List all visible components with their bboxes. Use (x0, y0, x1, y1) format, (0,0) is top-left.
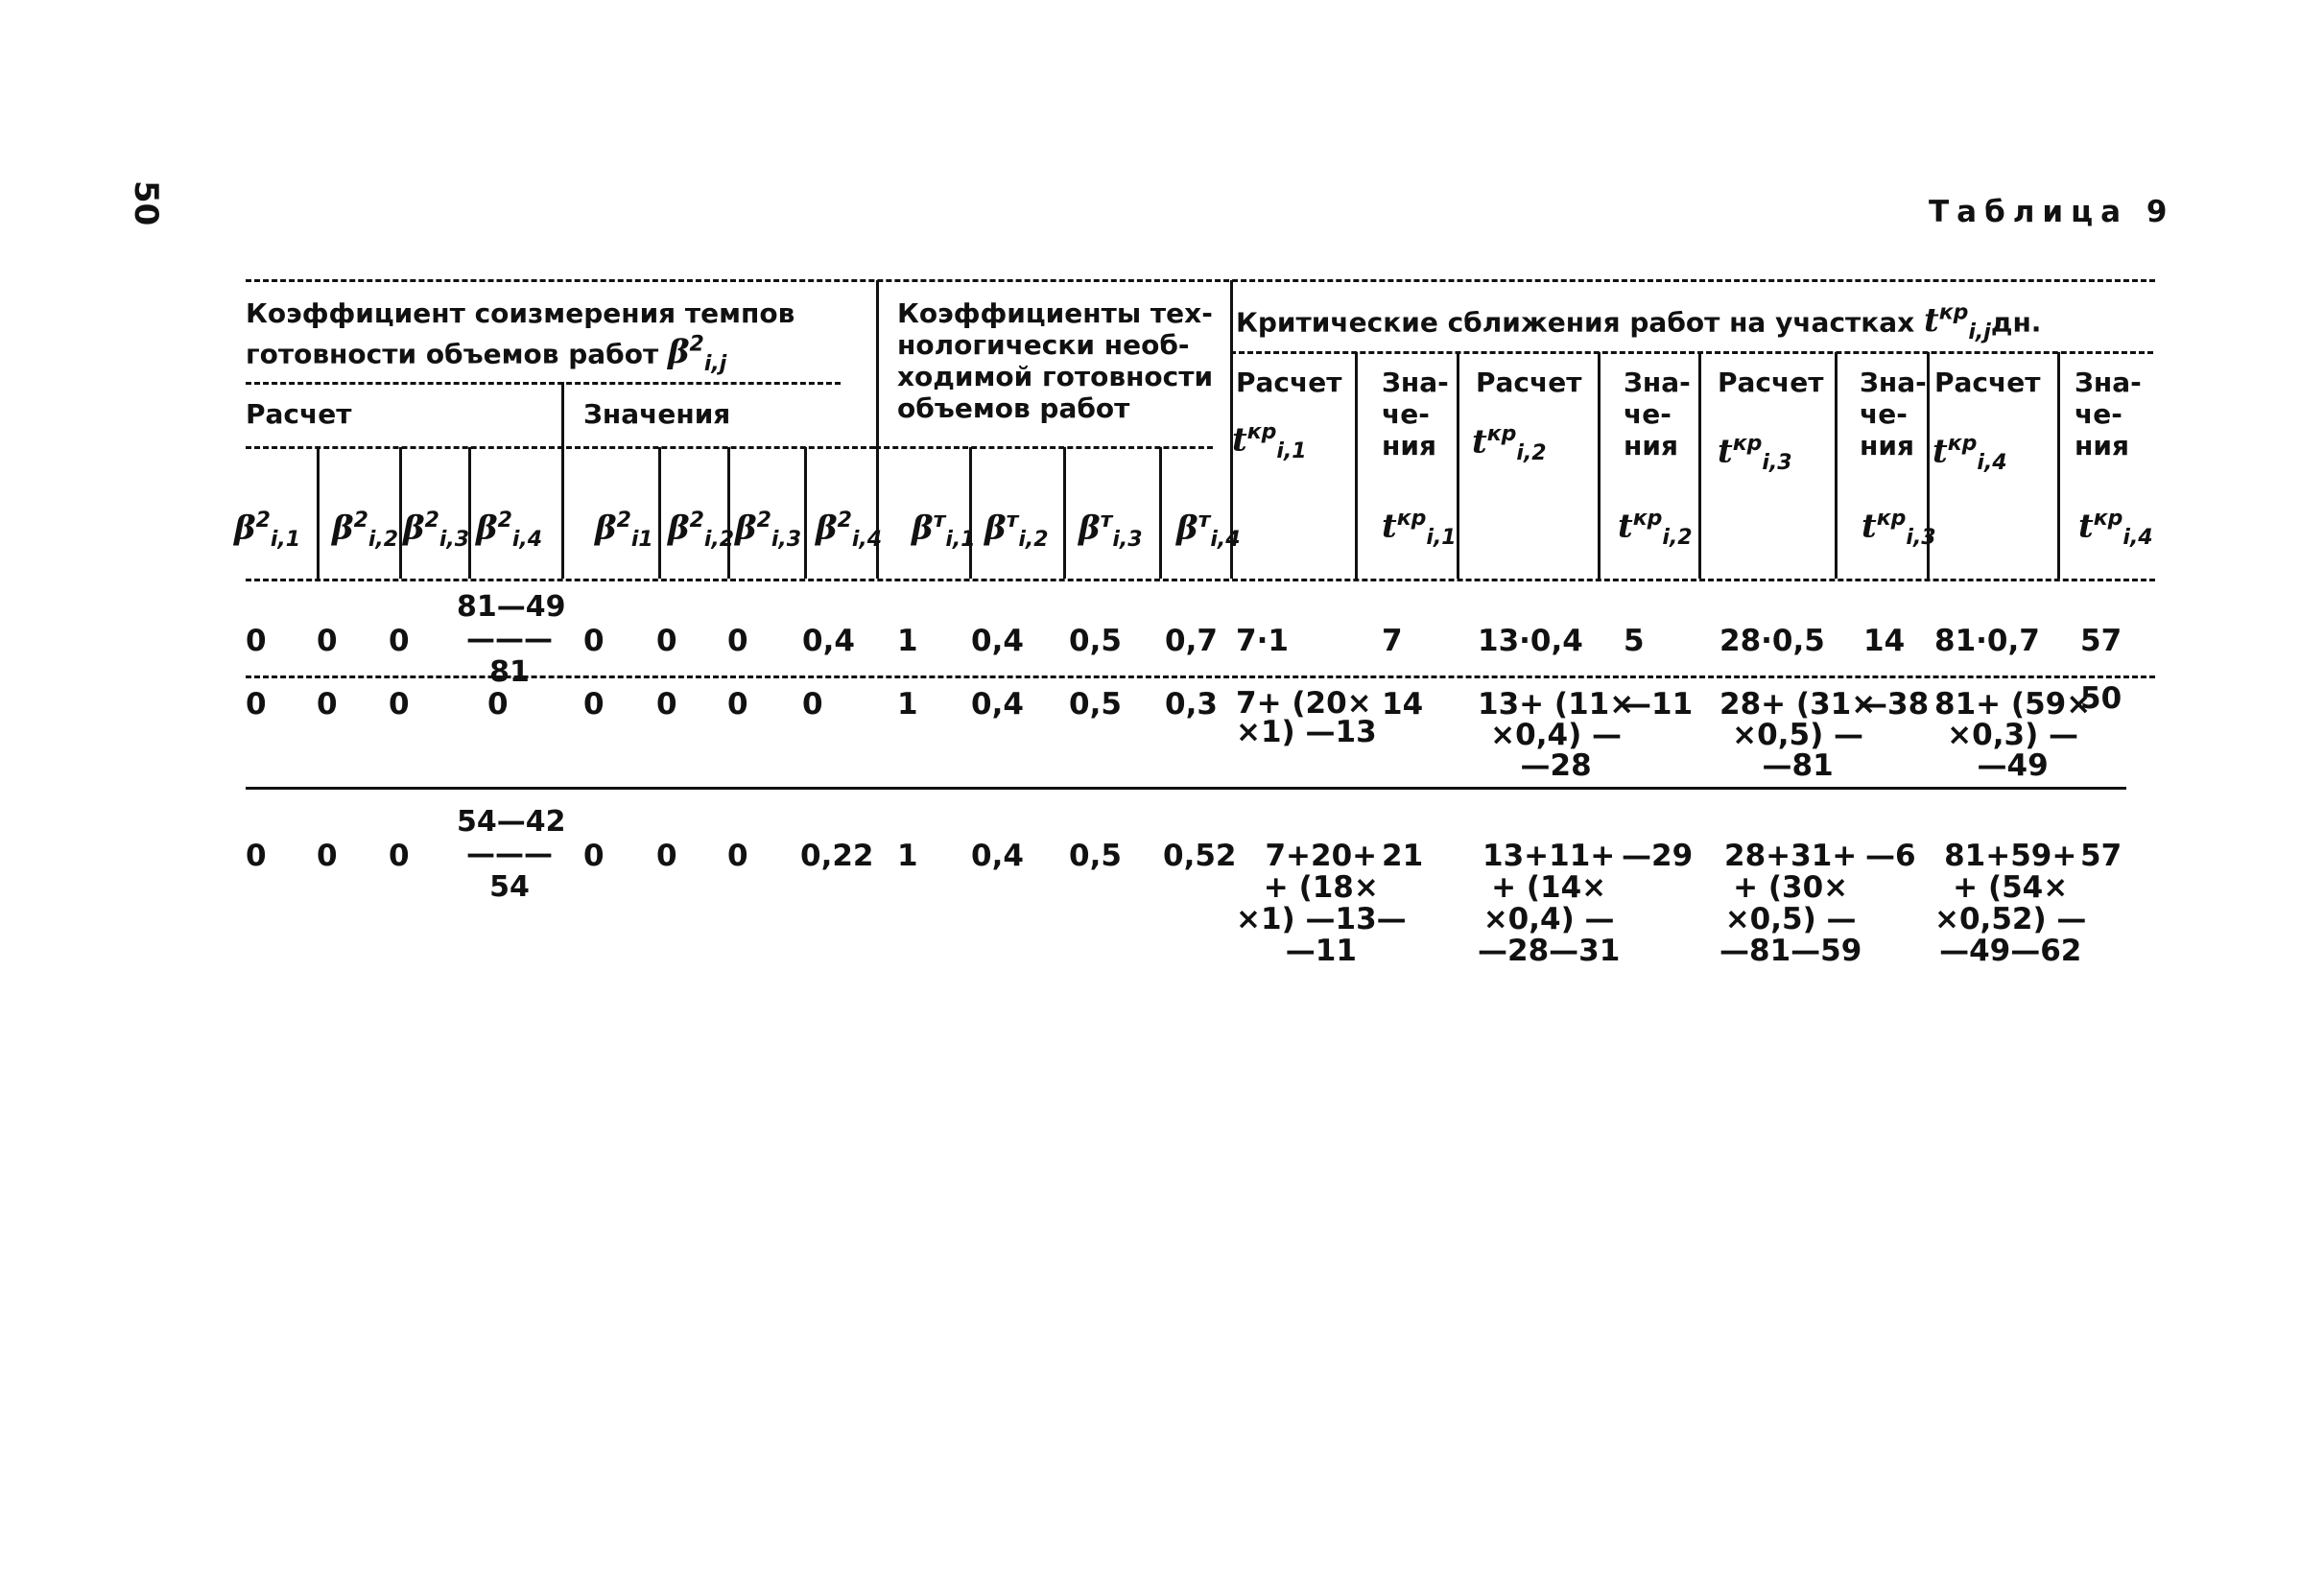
r2-t2-line3: —28 (1520, 748, 1592, 783)
r2-t1-line1: 7+ (20× (1236, 686, 1372, 721)
r1-bt2: 0,4 (971, 624, 1024, 658)
col-beta2-i1-base: β (234, 509, 256, 548)
r2-b22: 0 (317, 687, 338, 722)
header-values-4-line1: Зна- (2075, 367, 2142, 398)
header-group-coefficient-line2-text: готовности объемов работ (246, 338, 659, 370)
col-betaT-i3-sub: i,3 (1112, 528, 1143, 553)
col-t-value-2 (1618, 507, 1693, 550)
r3-v3: —6 (1865, 839, 1916, 873)
r3-b21: 0 (246, 839, 267, 873)
r2-v24: 0 (802, 687, 823, 722)
r3-b24-fraction (457, 805, 566, 904)
r1-b22: 0 (317, 624, 338, 658)
col-t-value-1 (1382, 507, 1457, 550)
header-values-3-line2: че- (1860, 398, 1908, 430)
header-group-coefficient (246, 297, 794, 380)
r2-t1 (1236, 686, 1377, 749)
r3-v22: 0 (656, 839, 677, 873)
r3-t3-line4: —81—59 (1719, 934, 1862, 968)
r1-t1: 7·1 (1236, 624, 1289, 658)
r2-bt4: 0,3 (1165, 687, 1218, 722)
t-ij-symbol (1923, 301, 1991, 345)
r3-bt2: 0,4 (971, 839, 1024, 873)
r3-t4 (1934, 841, 2086, 967)
header-values-1-line2: че- (1382, 398, 1430, 430)
col-beta2-i2-sup: 2 (353, 509, 368, 533)
r3-bt3: 0,5 (1069, 839, 1122, 873)
r1-v21: 0 (583, 624, 605, 658)
r2-t4-line2: ×0,3) — (1947, 718, 2079, 752)
header-group-coefficient-line2 (246, 329, 794, 380)
beta-ij-sup: 2 (689, 333, 704, 357)
col-t-calc-4-base: t (1933, 432, 1948, 471)
col-beta2-i2-base: β (332, 509, 354, 548)
col-t-value-3-sub: i,3 (1906, 526, 1936, 551)
col-t-calc-4-sub: i,4 (1977, 451, 2007, 476)
header-values-2 (1624, 367, 1691, 462)
col-t-value-4-base: t (2078, 507, 2094, 546)
r3-t1-line4: —11 (1285, 934, 1357, 968)
header-group-tech-line4: объемов работ (897, 392, 1130, 424)
header-values-4-line2: че- (2075, 398, 2122, 430)
col-betaT-i1 (912, 509, 976, 552)
col-t-calc-1-base: t (1232, 420, 1247, 460)
header-values-1-line1: Зна- (1382, 367, 1449, 398)
r2-v23: 0 (727, 687, 748, 722)
col-beta2-i1-sup: 2 (255, 509, 271, 533)
col-beta2-i3 (403, 509, 469, 552)
col-beta2-value-i2-sub: i,2 (703, 528, 735, 553)
header-values-3-line1: Зна- (1860, 367, 1927, 398)
header-values-2-line3: ния (1624, 430, 1678, 462)
header-calc-1: Расчет (1236, 367, 1342, 398)
col-beta2-value-i4-sub: i,4 (851, 528, 883, 553)
header-calc: Расчет (246, 398, 352, 430)
col-t-value-3 (1862, 507, 1936, 550)
col-betaT-i4 (1176, 509, 1241, 552)
r2-v21: 0 (583, 687, 605, 722)
r1-t4: 81·0,7 (1934, 624, 2040, 658)
r2-v2: —11 (1622, 687, 1694, 722)
col-betaT-i3 (1079, 509, 1143, 552)
header-calc-3: Расчет (1718, 367, 1824, 398)
t-ij-unit: дн. (1990, 306, 2042, 339)
col-t-calc-2-sub: i,2 (1516, 441, 1547, 466)
header-values-2-line2: че- (1624, 398, 1672, 430)
r3-t4-line3: ×0,52) — (1934, 902, 2087, 936)
t-ij-sup: кр (1938, 301, 1969, 325)
col-t-calc-1 (1232, 420, 1307, 463)
r2-v1: 14 (1382, 687, 1424, 722)
r1-v23: 0 (727, 624, 748, 658)
r1-bt3: 0,5 (1069, 624, 1122, 658)
col-t-value-2-sub: i,2 (1662, 526, 1693, 551)
col-beta2-value-i1-sup: 2 (616, 509, 631, 533)
r1-b24-den: 81 (489, 655, 530, 689)
r3-v4: 57 (2080, 839, 2122, 873)
r3-t3-line2: + (30× (1733, 870, 1849, 905)
col-beta2-i1-sub: i,1 (270, 528, 301, 553)
r3-t2-line2: + (14× (1491, 870, 1607, 905)
r3-t2-line3: ×0,4) — (1482, 902, 1615, 936)
col-t-value-4-sub: i,4 (2122, 526, 2153, 551)
r3-t2-line4: —28—31 (1478, 934, 1621, 968)
col-beta2-i2 (332, 509, 398, 552)
col-t-value-1-sup: кр (1396, 507, 1427, 531)
col-beta2-value-i3-sup: 2 (756, 509, 771, 533)
r1-v4: 57 (2080, 624, 2122, 658)
col-t-calc-2-sup: кр (1486, 422, 1517, 446)
header-group-tech-line1: Коэффициенты тех- (897, 297, 1213, 329)
col-betaT-i1-sup: т (933, 509, 946, 533)
header-values-3-line3: ния (1860, 430, 1914, 462)
col-t-value-4-sup: кр (2093, 507, 2123, 531)
col-beta2-value-i3 (735, 509, 801, 552)
r1-bt4: 0,7 (1165, 624, 1218, 658)
col-t-value-4 (2078, 507, 2153, 550)
col-t-value-3-sup: кр (1876, 507, 1907, 531)
r3-b24-num: 54—42 (457, 805, 566, 839)
table-caption: Таблица 9 (1929, 195, 2175, 229)
col-beta2-value-i4-base: β (816, 509, 838, 548)
col-beta2-value-i2-base: β (668, 509, 690, 548)
col-beta2-i4-sub: i,4 (511, 528, 543, 553)
col-betaT-i1-base: β (912, 509, 934, 548)
r3-b24-den: 54 (489, 870, 530, 904)
r3-t4-line2: + (54× (1953, 870, 2069, 905)
r2-v3: —38 (1858, 687, 1930, 722)
header-values-4 (2075, 367, 2142, 462)
col-beta2-i3-sub: i,3 (439, 528, 470, 553)
col-betaT-i2-base: β (984, 509, 1007, 548)
r3-t4-line4: —49—62 (1939, 934, 2082, 968)
r2-b23: 0 (389, 687, 410, 722)
r1-v3: 14 (1863, 624, 1906, 658)
r2-t3 (1719, 689, 1876, 781)
r1-v2: 5 (1624, 624, 1645, 658)
header-values-4-line3: ния (2075, 430, 2129, 462)
r3-t1-line2: + (18× (1263, 870, 1379, 905)
col-t-calc-2-base: t (1472, 422, 1487, 462)
col-t-calc-1-sup: кр (1246, 420, 1277, 444)
r3-t3-line3: ×0,5) — (1724, 902, 1857, 936)
r2-t3-line1: 28+ (31× (1719, 687, 1877, 722)
t-ij-base: t (1923, 301, 1939, 341)
col-beta2-value-i4 (816, 509, 882, 552)
col-t-calc-3 (1718, 432, 1792, 475)
col-beta2-i1 (234, 509, 300, 552)
r3-v23: 0 (727, 839, 748, 873)
col-beta2-value-i1-sub: i1 (630, 528, 653, 553)
header-group-tech-line2: нологически необ- (897, 329, 1190, 361)
r2-t4-line3: —49 (1977, 748, 2049, 783)
r1-t2: 13·0,4 (1478, 624, 1583, 658)
r3-b24-bar: ——— (466, 838, 553, 871)
beta-ij-symbol (667, 333, 727, 377)
r2-t3-line2: ×0,5) — (1732, 718, 1864, 752)
r3-v24: 0,22 (800, 839, 874, 873)
r2-bt3: 0,5 (1069, 687, 1122, 722)
r2-b24: 0 (487, 687, 509, 722)
header-group-critical (1236, 297, 2041, 348)
header-group-tech (897, 297, 1213, 424)
r1-b24-fraction (457, 590, 566, 689)
r3-v21: 0 (583, 839, 605, 873)
col-betaT-i3-base: β (1079, 509, 1101, 548)
r1-v24: 0,4 (802, 624, 855, 658)
r2-t4 (1934, 689, 2091, 781)
r3-t1-line3: ×1) —13— (1236, 902, 1407, 936)
col-betaT-i4-base: β (1176, 509, 1198, 548)
col-t-calc-3-sub: i,3 (1762, 451, 1792, 476)
r3-t2-line1: 13+11+ (1482, 839, 1616, 873)
r3-t4-line1: 81+59+ (1944, 839, 2077, 873)
r3-v2: —29 (1622, 839, 1694, 873)
col-beta2-value-i1 (595, 509, 653, 552)
col-t-value-3-base: t (1862, 507, 1877, 546)
col-betaT-i4-sub: i,4 (1210, 528, 1241, 553)
col-beta2-value-i2 (668, 509, 734, 552)
col-t-value-1-base: t (1382, 507, 1397, 546)
col-beta2-value-i4-sup: 2 (837, 509, 852, 533)
col-beta2-value-i3-base: β (735, 509, 757, 548)
col-beta2-i4-sup: 2 (497, 509, 512, 533)
col-beta2-value-i2-sup: 2 (689, 509, 704, 533)
col-betaT-i3-sup: т (1100, 509, 1113, 533)
r2-bt2: 0,4 (971, 687, 1024, 722)
r3-b22: 0 (317, 839, 338, 873)
r1-v22: 0 (656, 624, 677, 658)
r3-t2 (1478, 841, 1620, 967)
header-calc-2: Расчет (1476, 367, 1582, 398)
header-values-2-line1: Зна- (1624, 367, 1691, 398)
page-number: 50 (127, 180, 165, 226)
col-t-calc-2 (1472, 422, 1547, 465)
r1-bt1: 1 (897, 624, 918, 658)
r2-t2 (1478, 689, 1634, 781)
beta-ij-sub: i,j (703, 352, 727, 377)
col-betaT-i2-sub: i,2 (1018, 528, 1049, 553)
r1-b21: 0 (246, 624, 267, 658)
col-betaT-i2 (984, 509, 1049, 552)
r3-bt4: 0,52 (1163, 839, 1237, 873)
col-beta2-i4-base: β (476, 509, 498, 548)
r2-t1-line2: ×1) —13 (1236, 715, 1377, 749)
col-betaT-i2-sup: т (1006, 509, 1019, 533)
r3-t1 (1236, 841, 1407, 967)
col-t-calc-4 (1933, 432, 2007, 475)
col-beta2-i2-sub: i,2 (368, 528, 399, 553)
col-beta2-value-i1-base: β (595, 509, 617, 548)
header-group-coefficient-line1: Коэффициент соизмерения темпов (246, 297, 795, 329)
col-beta2-i4 (476, 509, 542, 552)
col-beta2-i3-base: β (403, 509, 425, 548)
col-t-value-1-sub: i,1 (1426, 526, 1457, 551)
col-t-calc-4-sup: кр (1947, 432, 1978, 456)
r1-b24-num: 81—49 (457, 590, 566, 624)
col-t-calc-1-sub: i,1 (1276, 439, 1307, 464)
r2-t3-line3: —81 (1762, 748, 1834, 783)
r2-t2-line2: ×0,4) — (1490, 718, 1623, 752)
col-betaT-i4-sup: т (1198, 509, 1211, 533)
col-betaT-i1-sub: i,1 (945, 528, 976, 553)
r1-b24-bar: ——— (466, 623, 553, 656)
r3-t3 (1719, 841, 1862, 967)
r2-t2-line1: 13+ (11× (1478, 687, 1635, 722)
r2-v22: 0 (656, 687, 677, 722)
header-group-critical-text: Критические сближения работ на участках (1236, 306, 1915, 339)
r2-t4-line1: 81+ (59× (1934, 687, 2092, 722)
col-t-calc-3-sup: кр (1732, 432, 1763, 456)
beta-ij-base: β (667, 333, 690, 372)
header-group-tech-line3: ходимой готовности (897, 361, 1214, 392)
r2-bt1: 1 (897, 687, 918, 722)
header-values-1-line3: ния (1382, 430, 1436, 462)
r3-bt1: 1 (897, 839, 918, 873)
r1-b23: 0 (389, 624, 410, 658)
r3-b23: 0 (389, 839, 410, 873)
r2-v4: 50 (2080, 681, 2122, 716)
header-values-3 (1860, 367, 1927, 462)
r1-t3: 28·0,5 (1719, 624, 1825, 658)
header-values-1 (1382, 367, 1449, 462)
r3-v1: 21 (1382, 839, 1424, 873)
col-beta2-value-i3-sub: i,3 (771, 528, 802, 553)
r1-v1: 7 (1382, 624, 1403, 658)
header-values: Значения (583, 398, 731, 430)
r3-t3-line1: 28+31+ (1724, 839, 1858, 873)
col-t-value-2-base: t (1618, 507, 1633, 546)
r3-t1-line1: 7+20+ (1265, 839, 1378, 873)
r2-b21: 0 (246, 687, 267, 722)
t-ij-sub: i,j (1968, 320, 1991, 345)
col-beta2-i3-sup: 2 (424, 509, 439, 533)
header-calc-4: Расчет (1934, 367, 2041, 398)
col-t-value-2-sup: кр (1632, 507, 1663, 531)
col-t-calc-3-base: t (1718, 432, 1733, 471)
